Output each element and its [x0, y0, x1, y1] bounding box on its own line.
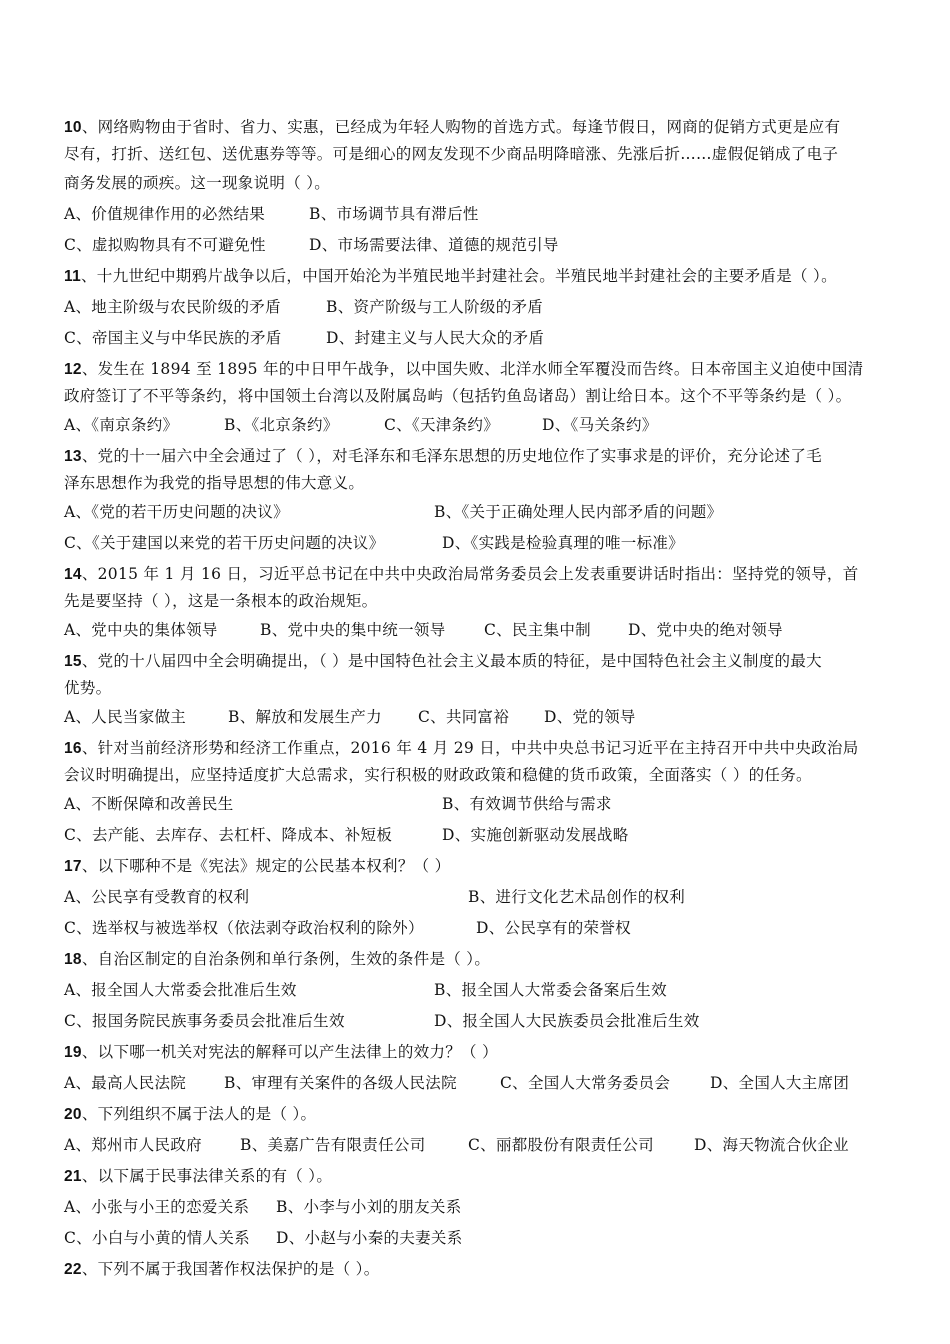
option-b: B、资产阶级与工人阶级的矛盾 [326, 298, 544, 316]
option-d: D、公民享有的荣誉权 [476, 919, 631, 937]
option-row [64, 1192, 894, 1223]
question-stem: 先是要坚持（ ），这是一条根本的政治规矩。 [64, 592, 378, 610]
option-a: A、报全国人大常委会批准后生效 [64, 981, 297, 999]
option-row [64, 789, 894, 820]
question-17 [64, 851, 894, 944]
option-c: C、共同富裕 [418, 708, 510, 726]
option-row [64, 497, 894, 528]
option-a: A、郑州市人民政府 [64, 1136, 202, 1154]
question-stem: 14、2015 年 1 月 16 日，习近平总书记在中共中央政治局常务委员会上发表重要讲话时指出：坚持党的领导，首 [64, 565, 859, 583]
option-c: C、小白与小黄的情人关系 [64, 1229, 250, 1247]
question-16 [64, 733, 894, 851]
option-row [64, 292, 894, 323]
question-stem: 会议时明确提出，应坚持适度扩大总需求，实行积极的财政政策和稳健的货币政策，全面落实（ ）的任务。 [64, 766, 812, 784]
option-a: A、价值规律作用的必然结果 [64, 205, 266, 223]
option-d: D、海天物流合伙企业 [694, 1136, 849, 1154]
option-c: C、民主集中制 [484, 621, 591, 639]
option-row [64, 528, 894, 559]
option-b: B、报全国人大常委会备案后生效 [434, 981, 667, 999]
question-number: 20 [64, 1106, 82, 1123]
option-a: A、《党的若干历史问题的决议》 [64, 503, 289, 521]
option-d: D、全国人大主席团 [710, 1074, 850, 1092]
option-a: A、党中央的集体领导 [64, 621, 218, 639]
question-stem: 尽有，打折、送红包、送优惠券等等。可是细心的网友发现不少商品明降暗涨、先涨后折……虚假促销成了电子 [64, 145, 839, 163]
option-b: B、《关于正确处理人民内部矛盾的问题》 [434, 503, 723, 521]
option-row [64, 1068, 894, 1099]
option-a: A、公民享有受教育的权利 [64, 888, 250, 906]
question-13 [64, 441, 894, 559]
question-10 [64, 112, 894, 261]
question-stem: 优势。 [64, 679, 112, 697]
question-number: 19 [64, 1044, 82, 1061]
question-stem: 22、下列不属于我国著作权法保护的是（ ）。 [64, 1260, 380, 1278]
option-c: C、虚拟购物具有不可避免性 [64, 236, 266, 254]
option-a: A、最高人民法院 [64, 1074, 187, 1092]
option-row [64, 1223, 894, 1254]
option-row [64, 1130, 894, 1161]
option-d: D、封建主义与人民大众的矛盾 [326, 329, 545, 347]
option-b: B、《北京条约》 [224, 416, 339, 434]
question-stem: 11、十九世纪中期鸦片战争以后，中国开始沦为半殖民地半封建社会。半殖民地半封建社会的主要矛盾是（ ）。 [64, 267, 837, 285]
option-c: C、丽都股份有限责任公司 [468, 1136, 654, 1154]
question-number: 13 [64, 448, 82, 465]
document-page [64, 112, 894, 1285]
option-row [64, 882, 894, 913]
option-row [64, 410, 894, 441]
option-b: B、市场调节具有滞后性 [309, 205, 479, 223]
question-12 [64, 354, 894, 441]
question-number: 21 [64, 1168, 82, 1185]
option-row [64, 1006, 894, 1037]
option-d: D、实施创新驱动发展战略 [442, 826, 629, 844]
option-row [64, 913, 894, 944]
question-stem: 政府签订了不平等条约，将中国领土台湾以及附属岛屿（包括钓鱼岛诸岛）割让给日本。这个不平等条约是（ ）。 [64, 387, 852, 405]
question-number: 15 [64, 653, 82, 670]
option-d: D、市场需要法律、道德的规范引导 [309, 236, 559, 254]
option-row [64, 702, 894, 733]
question-stem: 20、下列组织不属于法人的是（ ）。 [64, 1105, 317, 1123]
question-number: 10 [64, 119, 82, 136]
option-a: A、《南京条约》 [64, 416, 179, 434]
option-row [64, 199, 894, 230]
option-a: A、小张与小王的恋爱关系 [64, 1198, 250, 1216]
option-d: D、报全国人大民族委员会批准后生效 [434, 1012, 700, 1030]
option-a: A、人民当家做主 [64, 708, 187, 726]
option-a: A、地主阶级与农民阶级的矛盾 [64, 298, 281, 316]
question-stem: 泽东思想作为我党的指导思想的伟大意义。 [64, 474, 365, 492]
question-number: 14 [64, 566, 82, 583]
question-number: 12 [64, 361, 82, 378]
question-stem: 19、以下哪一机关对宪法的解释可以产生法律上的效力？（ ） [64, 1043, 498, 1061]
option-b: B、小李与小刘的朋友关系 [276, 1198, 462, 1216]
question-21 [64, 1161, 894, 1254]
option-c: C、《天津条约》 [384, 416, 500, 434]
option-b: B、审理有关案件的各级人民法院 [224, 1074, 457, 1092]
question-number: 17 [64, 858, 82, 875]
question-stem: 21、以下属于民事法律关系的有（ ）。 [64, 1167, 333, 1185]
question-stem: 10、网络购物由于省时、省力、实惠，已经成为年轻人购物的首选方式。每逢节假日，网商的促销方式更是应有 [64, 118, 841, 136]
option-c: C、《关于建国以来党的若干历史问题的决议》 [64, 534, 385, 552]
option-row [64, 615, 894, 646]
question-15 [64, 646, 894, 733]
question-22 [64, 1254, 894, 1285]
question-stem: 17、以下哪种不是《宪法》规定的公民基本权利？（ ） [64, 857, 451, 875]
option-c: C、选举权与被选举权（依法剥夺政治权利的除外） [64, 919, 424, 937]
option-row [64, 230, 894, 261]
question-stem: 18、自治区制定的自治条例和单行条例，生效的条件是（ ）。 [64, 950, 491, 968]
question-stem: 商务发展的顽疾。这一现象说明（ ）。 [64, 174, 331, 192]
option-b: B、党中央的集中统一领导 [260, 621, 446, 639]
question-stem: 12、发生在 1894 至 1895 年的中日甲午战争，以中国失败、北洋水师全军覆没而告终。日本帝国主义迫使中国清 [64, 360, 864, 378]
question-number: 18 [64, 951, 82, 968]
question-number: 16 [64, 740, 82, 757]
question-11 [64, 261, 894, 354]
option-b: B、进行文化艺术品创作的权利 [468, 888, 686, 906]
option-b: B、美嘉广告有限责任公司 [240, 1136, 426, 1154]
option-row [64, 820, 894, 851]
question-20 [64, 1099, 894, 1161]
option-a: A、不断保障和改善民生 [64, 795, 234, 813]
option-c: C、帝国主义与中华民族的矛盾 [64, 329, 282, 347]
question-19 [64, 1037, 894, 1099]
question-18 [64, 944, 894, 1037]
option-c: C、报国务院民族事务委员会批准后生效 [64, 1012, 345, 1030]
option-d: D、党的领导 [544, 708, 636, 726]
option-row [64, 975, 894, 1006]
option-d: D、《马关条约》 [542, 416, 658, 434]
option-c: C、去产能、去库存、去杠杆、降成本、补短板 [64, 826, 393, 844]
question-14 [64, 559, 894, 646]
option-b: B、有效调节供给与需求 [442, 795, 612, 813]
question-number: 22 [64, 1261, 82, 1278]
question-stem: 16、针对当前经济形势和经济工作重点，2016 年 4 月 29 日，中共中央总书记习近平在主持召开中共中央政治局 [64, 739, 859, 757]
question-stem: 13、党的十一届六中全会通过了（ ），对毛泽东和毛泽东思想的历史地位作了实事求是的评价，充分论述了毛 [64, 447, 822, 465]
option-c: C、全国人大常务委员会 [500, 1074, 671, 1092]
option-d: D、《实践是检验真理的唯一标准》 [442, 534, 684, 552]
option-d: D、小赵与小秦的夫妻关系 [276, 1229, 463, 1247]
option-d: D、党中央的绝对领导 [628, 621, 783, 639]
option-row [64, 323, 894, 354]
option-b: B、解放和发展生产力 [228, 708, 382, 726]
question-stem: 15、党的十八届四中全会明确提出，（ ）是中国特色社会主义最本质的特征，是中国特色社会主义制度的最大 [64, 652, 822, 670]
question-number: 11 [64, 268, 81, 285]
